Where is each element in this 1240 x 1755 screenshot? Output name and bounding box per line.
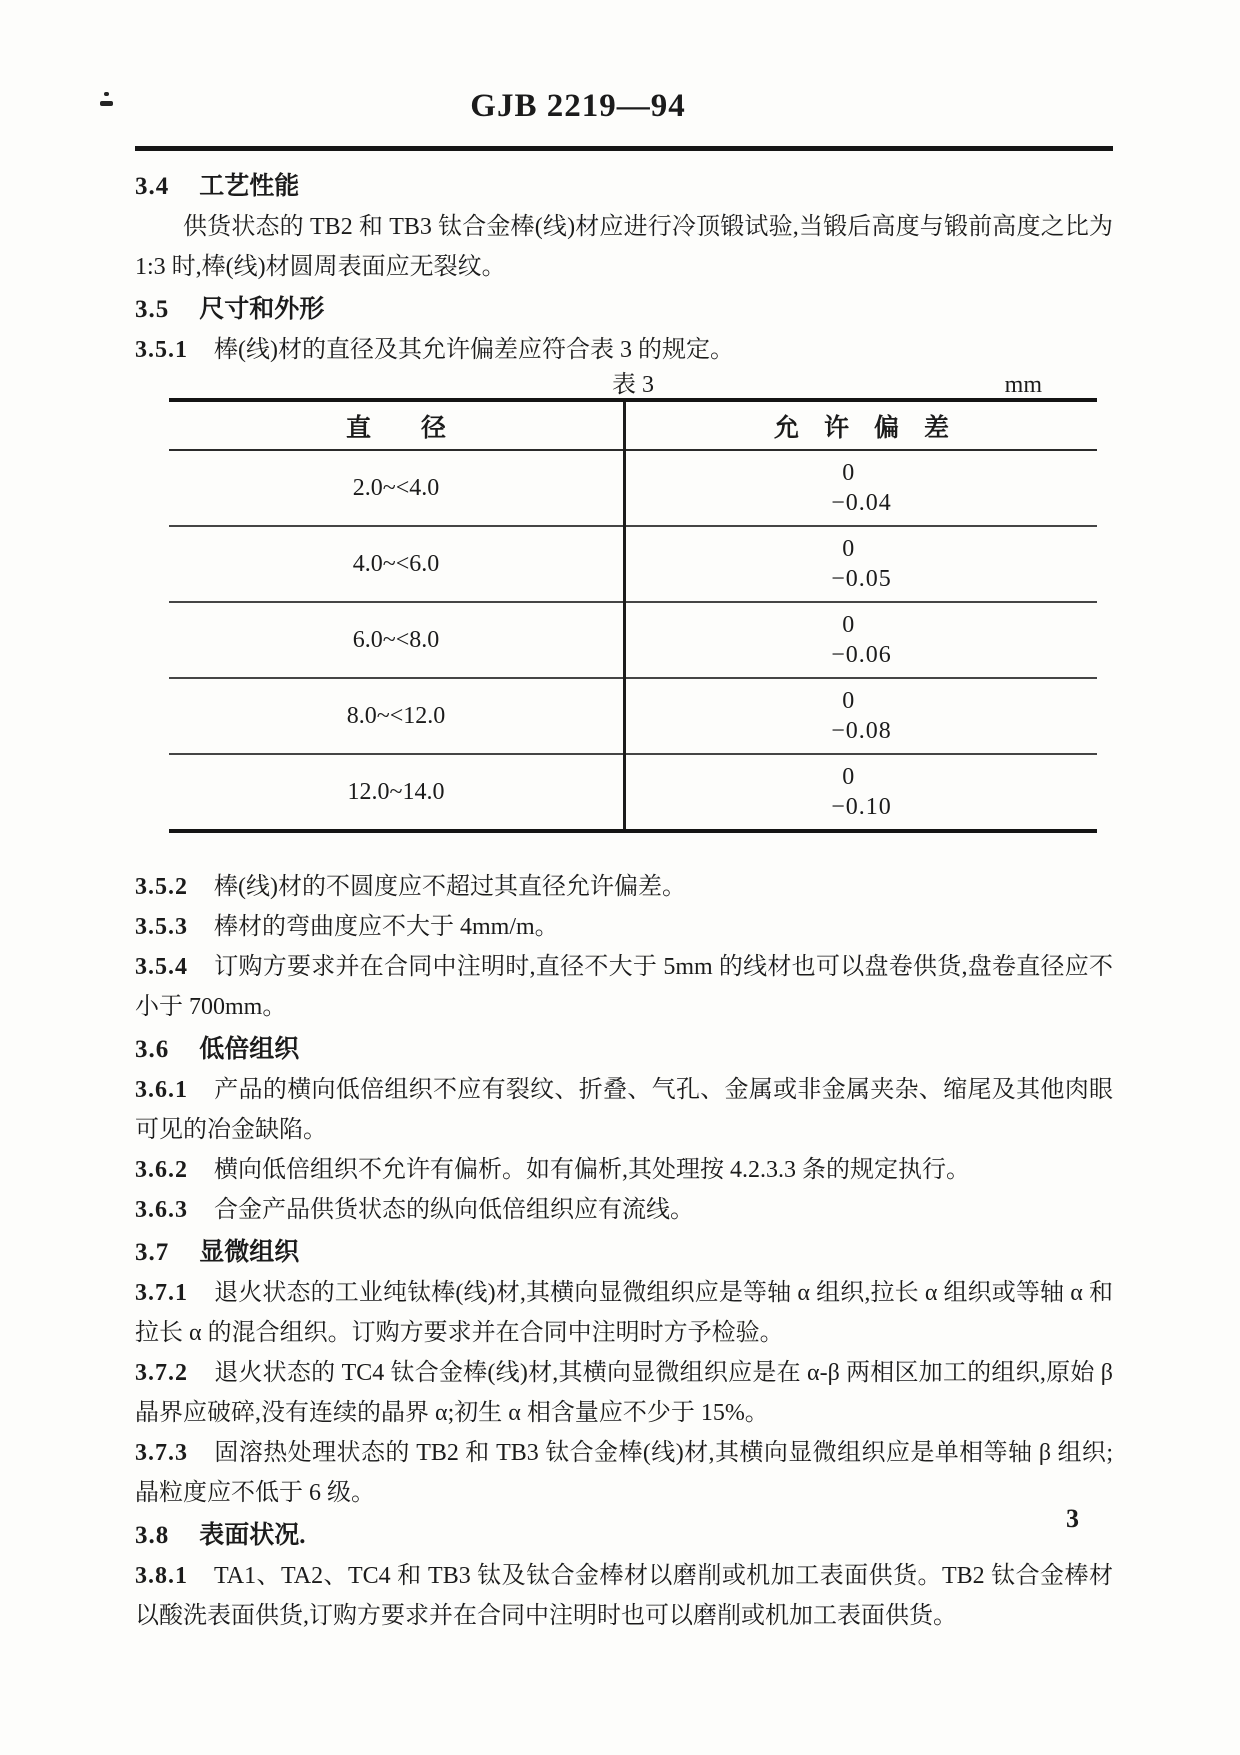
deviation-column-header: 允 许 偏 差 — [625, 400, 1098, 450]
table-caption-row — [169, 370, 1097, 398]
clause-number: 3.8.1 — [135, 1563, 188, 1589]
deviation-cell — [625, 450, 1098, 526]
clause-text: 横向低倍组织不允许有偏析。如有偏析,其处理按 4.2.3.3 条的规定执行。 — [214, 1157, 970, 1183]
clause-3-7-1 — [135, 1273, 1113, 1353]
clause-text: TA1、TA2、TC4 和 TB3 钛及钛合金棒材以磨削或机加工表面供货。TB2 钛合金棒材以酸洗表面供货,订购方要求并在合同中注明时也可以磨削或机加工表面供货。 — [135, 1563, 1113, 1629]
deviation-cell — [625, 754, 1098, 831]
table-row — [169, 602, 1097, 678]
clause-3-7-3 — [135, 1433, 1113, 1513]
paragraph-3-4: 供货状态的 TB2 和 TB3 钛合金棒(线)材应进行冷顶锻试验,当锻后高度与锻前高度之比为 1:3 时,棒(线)材圆周表面应无裂纹。 — [135, 214, 1113, 280]
standard-number: GJB 2219—94 — [470, 88, 686, 124]
clause-text: 棒材的弯曲度应不大于 4mm/m。 — [214, 914, 559, 940]
table-header-row — [169, 400, 1097, 450]
clause-number: 3.6.3 — [135, 1197, 188, 1223]
clause-number: 3.5.1 — [135, 337, 188, 363]
clause-3-5-4 — [135, 947, 1113, 1027]
clause-3-6-1 — [135, 1070, 1113, 1150]
clause-3-7-2 — [135, 1353, 1113, 1433]
clause-text: 退火状态的工业纯钛棒(线)材,其横向显微组织应是等轴 α 组织,拉长 α 组织或等轴 α 和拉长 α 的混合组织。订购方要求并在合同中注明时方予检验。 — [135, 1280, 1113, 1346]
section-heading-3-6 — [135, 1030, 1113, 1070]
clause-text: 合金产品供货状态的纵向低倍组织应有流线。 — [214, 1197, 694, 1223]
scan-artifact — [104, 92, 109, 96]
section-title: 表面状况. — [199, 1522, 306, 1549]
deviation-value: 0 −0.06 — [831, 612, 892, 668]
page-number: 3 — [1066, 1504, 1079, 1533]
deviation-cell — [625, 678, 1098, 754]
deviation-value: 0 −0.04 — [831, 460, 892, 516]
deviation-value: 0 −0.10 — [831, 764, 892, 820]
section-heading-3-8 — [135, 1516, 1113, 1556]
table-caption: 表 3 — [612, 372, 654, 398]
table-row — [169, 754, 1097, 831]
clause-number: 3.7.1 — [135, 1280, 188, 1306]
deviation-value: 0 −0.05 — [831, 536, 892, 592]
table-3-diameter-deviation — [169, 398, 1097, 833]
section-number: 3.8 — [135, 1522, 170, 1549]
table-row — [169, 450, 1097, 526]
section-number: 3.4 — [135, 173, 170, 200]
clause-3-8-1 — [135, 1556, 1113, 1636]
header-rule — [135, 146, 1113, 151]
scan-artifact — [100, 101, 113, 106]
table-unit-label: mm — [1004, 372, 1042, 398]
section-number: 3.5 — [135, 296, 170, 323]
section-number: 3.6 — [135, 1036, 170, 1063]
deviation-cell — [625, 602, 1098, 678]
section-title: 显微组织 — [199, 1239, 300, 1266]
clause-3-6-2 — [135, 1150, 1113, 1190]
clause-text: 固溶热处理状态的 TB2 和 TB3 钛合金棒(线)材,其横向显微组织应是单相等轴 β 组织;晶粒度应不低于 6 级。 — [135, 1440, 1113, 1506]
clause-number: 3.5.2 — [135, 874, 188, 900]
clause-text: 退火状态的 TC4 钛合金棒(线)材,其横向显微组织应是在 α-β 两相区加工的组织,原始 β 晶界应破碎,没有连续的晶界 α;初生 α 相含量应不少于 15%。 — [135, 1360, 1113, 1426]
diameter-column-header: 直 径 — [169, 400, 625, 450]
diameter-cell: 4.0~<6.0 — [169, 526, 625, 602]
section-heading-3-7 — [135, 1233, 1113, 1273]
table-row — [169, 678, 1097, 754]
section-heading-3-5 — [135, 290, 1113, 330]
section-title: 尺寸和外形 — [199, 296, 325, 323]
diameter-cell: 2.0~<4.0 — [169, 450, 625, 526]
clause-text: 棒(线)材的不圆度应不超过其直径允许偏差。 — [214, 874, 686, 900]
section-heading-3-4 — [135, 167, 1113, 207]
diameter-cell: 8.0~<12.0 — [169, 678, 625, 754]
clause-3-6-3 — [135, 1190, 1113, 1230]
clause-number: 3.7.3 — [135, 1440, 188, 1466]
section-number: 3.7 — [135, 1239, 170, 1266]
clause-3-5-1 — [135, 330, 1113, 370]
document-content — [135, 84, 1113, 1636]
section-title: 低倍组织 — [199, 1036, 300, 1063]
clause-number: 3.6.1 — [135, 1077, 188, 1103]
diameter-cell: 6.0~<8.0 — [169, 602, 625, 678]
table-row — [169, 526, 1097, 602]
clause-text: 产品的横向低倍组织不应有裂纹、折叠、气孔、金属或非金属夹杂、缩尾及其他肉眼可见的冶金缺陷。 — [135, 1077, 1113, 1143]
section-title: 工艺性能 — [199, 173, 300, 200]
clause-3-5-3 — [135, 907, 1113, 947]
deviation-value: 0 −0.08 — [831, 688, 892, 744]
clause-number: 3.5.3 — [135, 914, 188, 940]
diameter-cell: 12.0~14.0 — [169, 754, 625, 831]
clause-3-5-2 — [135, 867, 1113, 907]
clause-number: 3.7.2 — [135, 1360, 188, 1386]
clause-text: 棒(线)材的直径及其允许偏差应符合表 3 的规定。 — [214, 337, 734, 363]
clause-number: 3.6.2 — [135, 1157, 188, 1183]
clause-number: 3.5.4 — [135, 954, 188, 980]
deviation-cell — [625, 526, 1098, 602]
clause-text: 订购方要求并在合同中注明时,直径不大于 5mm 的线材也可以盘卷供货,盘卷直径应不小于 700mm。 — [135, 954, 1113, 1020]
